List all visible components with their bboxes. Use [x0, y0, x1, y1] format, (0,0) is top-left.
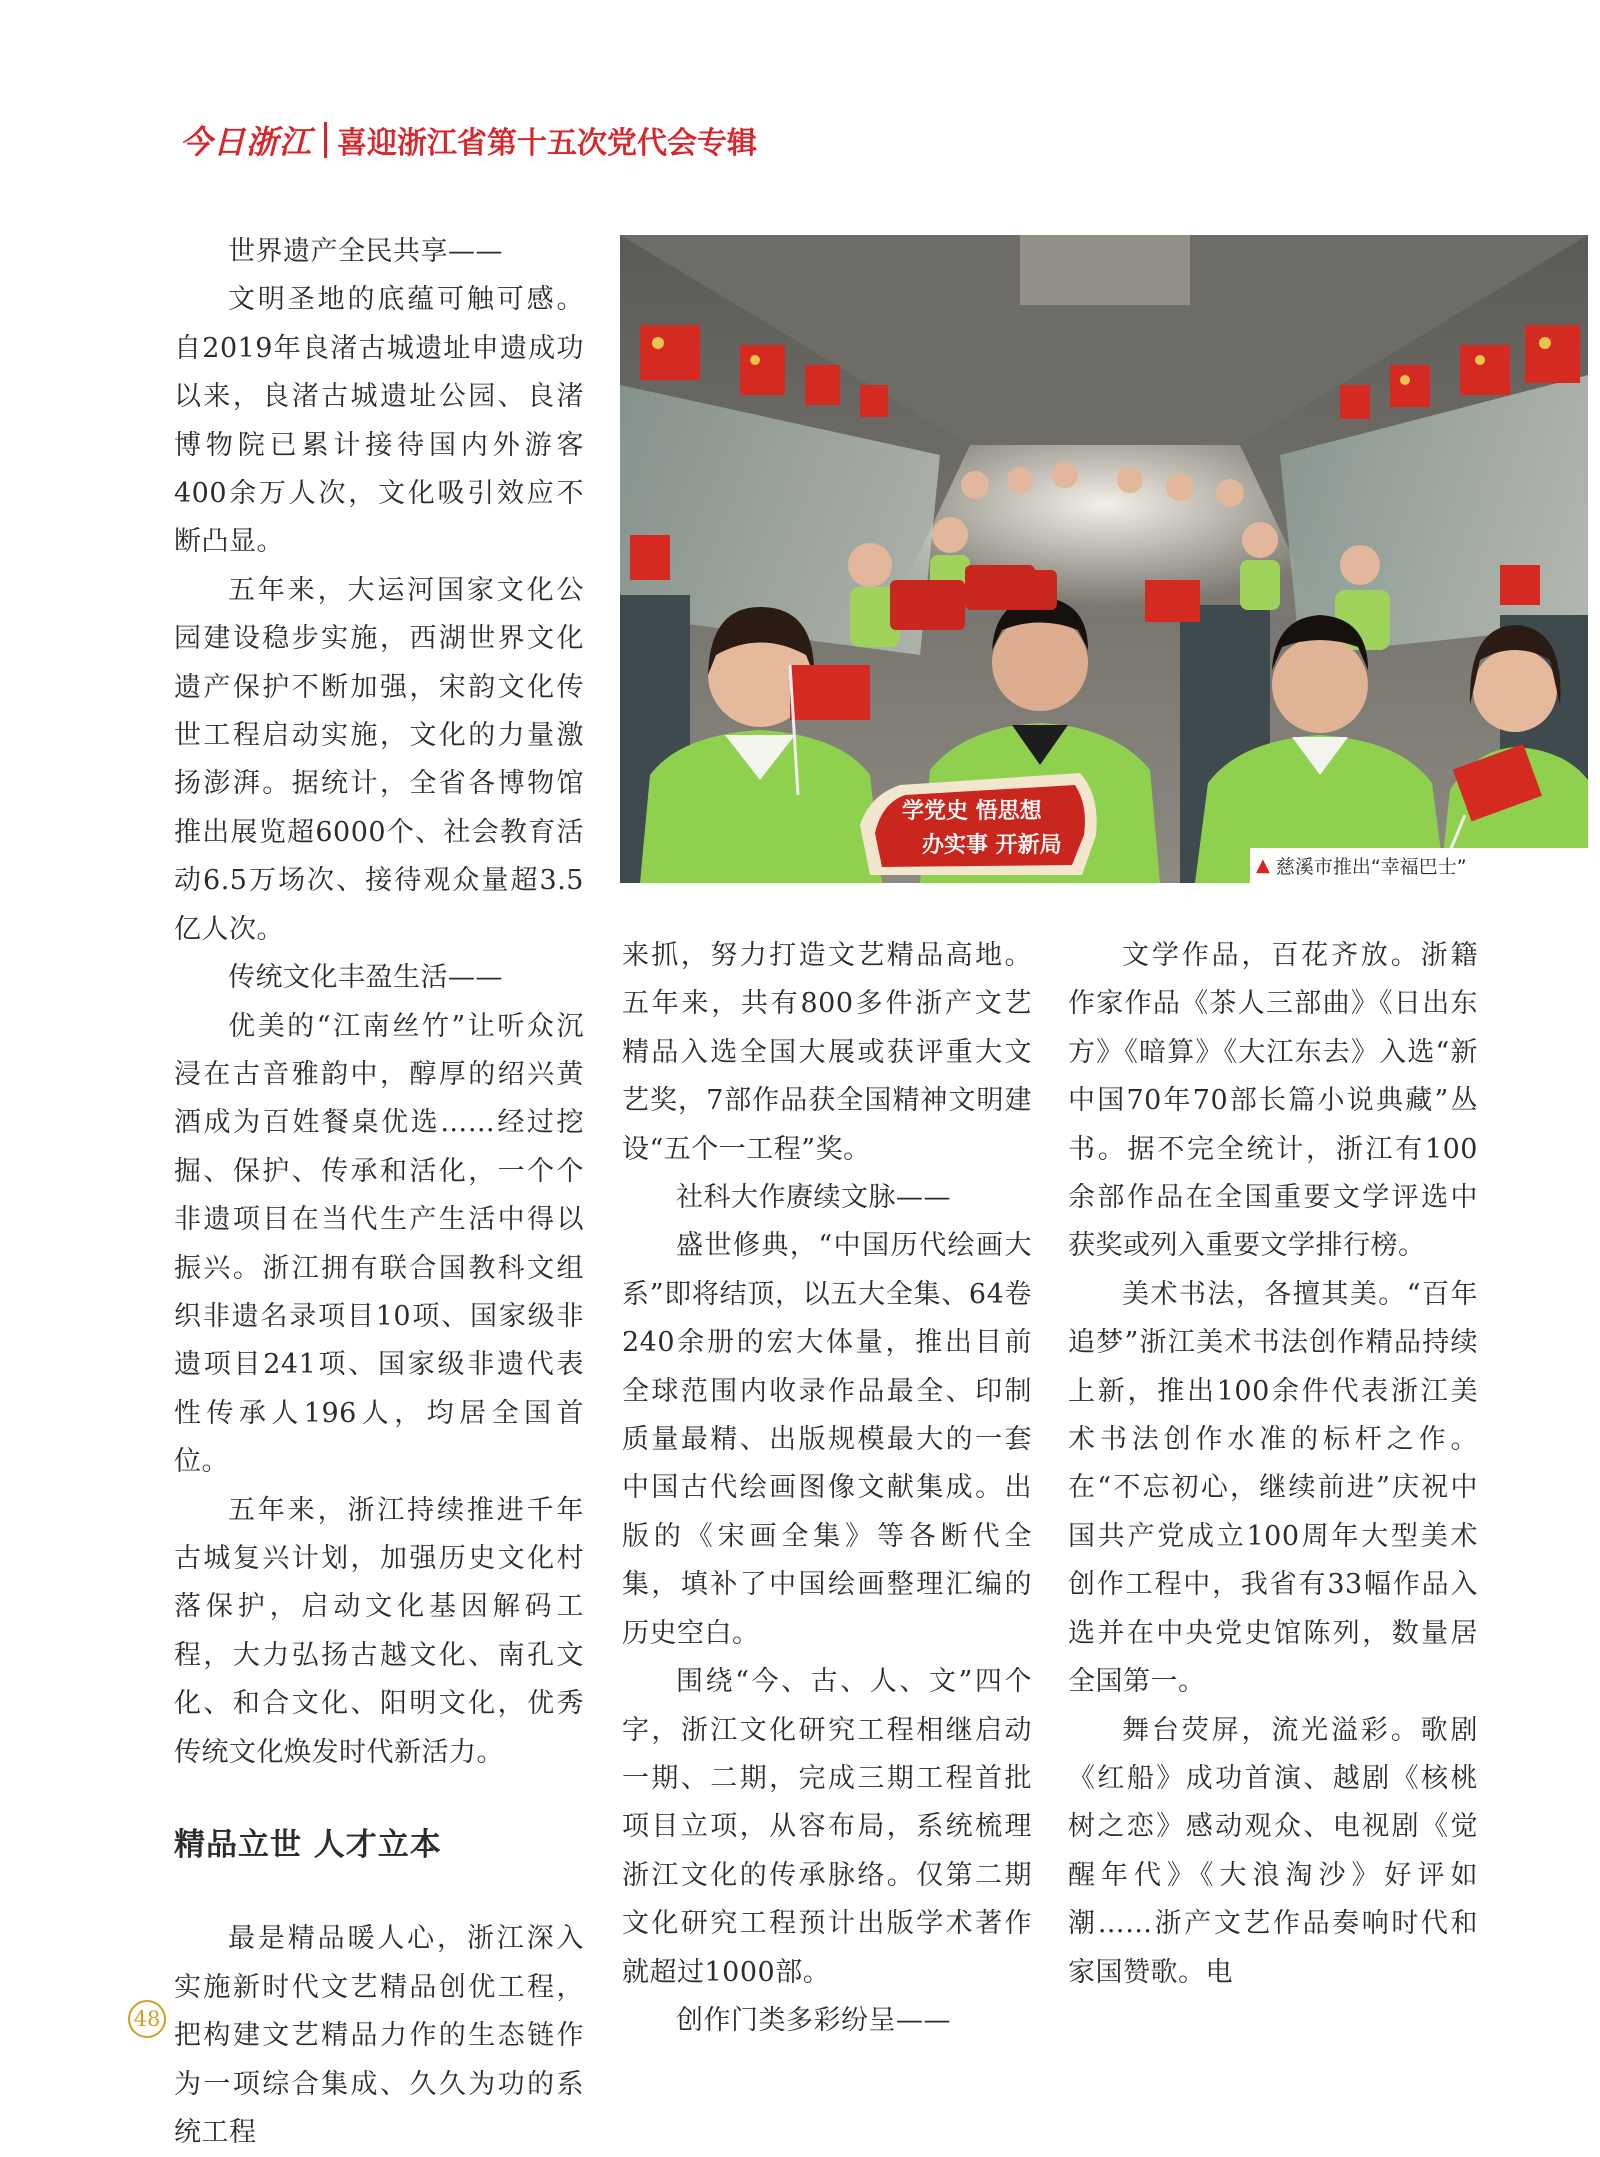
- photo-caption: [1250, 848, 1588, 883]
- paragraph: 文明圣地的底蕴可触可感。自2019年良渚古城遗址申遗成功以来，良渚古城遗址公园、良渚博物院已累计接待国内外游客400余万人次，文化吸引效应不断凸显。: [174, 284, 584, 558]
- paragraph: 五年来，浙江持续推进千年古城复兴计划，加强历史文化村落保护，启动文化基因解码工程，大力弘扬古越文化、南孔文化、和合文化、阳明文化，优秀传统文化焕发时代新活力。: [174, 1494, 584, 1768]
- paragraph: 盛世修典，“中国历代绘画大系”即将结顶，以五大全集、64卷240余册的宏大体量，推出目前全球范围内收录作品最全、印制质量最精、出版规模最大的一套中国古代绘画图像文献集成。出版的《宋画全集》等各断代全集，填补了中国绘画整理汇编的历史空白。: [622, 1230, 1032, 1649]
- section-title: 喜迎浙江省第十五次党代会专辑: [337, 126, 758, 161]
- paragraph: 围绕“今、古、人、文”四个字，浙江文化研究工程相继启动一期、二期，完成三期工程首批项目立项，从容布局，系统梳理浙江文化的传承脉络。仅第二期文化研究工程预计出版学术著作就超过1000部。: [622, 1666, 1032, 1988]
- page-header: [180, 118, 757, 162]
- page-number: 48: [128, 2000, 166, 2038]
- bus-photo-illustration: [620, 235, 1588, 883]
- section-heading: 精品立世 人才立本: [174, 1827, 442, 1863]
- paragraph: 传统文化丰盈生活——: [228, 962, 503, 994]
- paragraph: 美术书法，各擅其美。“百年追梦”浙江美术书法创作精品持续上新，推出100余件代表浙江美术书法创作水准的标杆之作。在“不忘初心，继续前进”庆祝中国共产党成立100周年大型美术创作工程中，我省有33幅作品入选并在中央党史馆陈列，数量居全国第一。: [1068, 1278, 1478, 1698]
- sign-text-line-2: 办实事 开新局: [922, 833, 1062, 858]
- paragraph: 优美的“江南丝竹”让听众沉浸在古音雅韵中，醇厚的绍兴黄酒成为百姓餐桌优选……经过挖掘、保护、传承和活化，一个个非遗项目在当代生产生活中得以振兴。浙江拥有联合国教科文组织非遗名录项目10项、国家级非遗项目241项、国家级非遗代表性传承人196人，均居全国首位。: [174, 1010, 584, 1478]
- article-column-1: [174, 228, 584, 2157]
- paragraph: 最是精品暖人心，浙江深入实施新时代文艺精品创优工程，把构建文艺精品力作的生态链作为一项综合集成、久久为功的系统工程: [174, 1923, 584, 2149]
- paragraph: 文学作品，百花齐放。浙籍作家作品《茶人三部曲》《日出东方》《暗算》《大江东去》入选“新中国70年70部长篇小说典藏”丛书。据不完全统计，浙江有100余部作品在全国重要文学评选中获奖或列入重要文学排行榜。: [1068, 940, 1478, 1262]
- paragraph: 来抓，努力打造文艺精品高地。五年来，共有800多件浙产文艺精品入选全国大展或获评重大文艺奖，7部作品获全国精神文明建设“五个一工程”奖。: [622, 940, 1032, 1165]
- paragraph: 五年来，大运河国家文化公园建设稳步实施，西湖世界文化遗产保护不断加强，宋韵文化传世工程启动实施，文化的力量激扬澎湃。据统计，全省各博物馆推出展览超6000个、社会教育活动6.5万场次、接待观众量超3.5亿人次。: [174, 574, 584, 945]
- bus-photo: [620, 235, 1588, 883]
- paragraph: 世界遗产全民共享——: [228, 236, 503, 267]
- paragraph: 创作门类多彩纷呈——: [676, 2004, 951, 2036]
- article-column-3: [1068, 932, 1478, 1997]
- header-divider: [324, 122, 327, 158]
- article-column-2: [622, 932, 1032, 2045]
- paragraph: 社科大作赓续文脉——: [676, 1182, 951, 1214]
- paragraph: 舞台荧屏，流光溢彩。歌剧《红船》成功首演、越剧《核桃树之恋》感动观众、电视剧《觉醒年代》《大浪淘沙》好评如潮……浙产文艺作品奏响时代和家国赞歌。电: [1068, 1714, 1478, 1988]
- caption-text: 慈溪市推出“幸福巴士”: [1275, 856, 1467, 878]
- caption-triangle-icon: ▲: [1256, 855, 1270, 876]
- magazine-logo: 今日浙江: [180, 123, 313, 161]
- sign-text-line-1: 学党史 悟思想: [902, 799, 1042, 824]
